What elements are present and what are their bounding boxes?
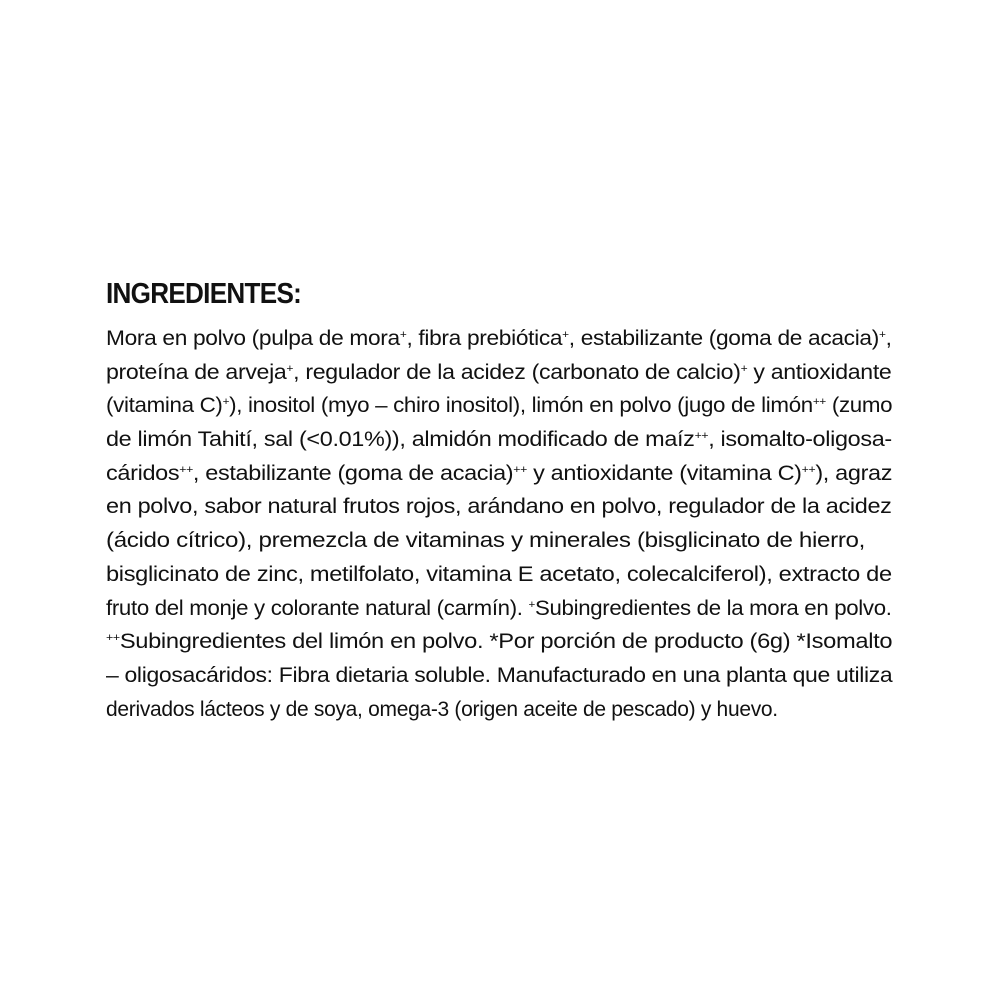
ingredients-text-segment: Mora en polvo (pulpa de mora bbox=[106, 327, 400, 350]
ingredients-line bbox=[106, 524, 1000, 558]
ingredients-text-segment: , estabilizante (goma de acacia) bbox=[192, 461, 514, 485]
ingredients-text-segment: (vitamina C) bbox=[106, 394, 223, 418]
ingredients-text-segment: ), inositol (myo – chiro inositol), limón en polvo (jugo de limón bbox=[229, 394, 813, 418]
subingredient-marker: ++ bbox=[801, 463, 816, 476]
ingredients-text-segment: derivados lácteos y de soya, omega-3 (origen aceite de pescado) y huevo. bbox=[106, 697, 778, 721]
ingredients-line bbox=[106, 659, 970, 693]
ingredients-text-segment: y antioxidante (vitamina C) bbox=[526, 461, 802, 485]
subingredient-marker: + bbox=[222, 396, 230, 409]
ingredients-text-segment: – oligosacáridos: Fibra dietaria soluble. Manufacturado en una planta que utiliza bbox=[106, 663, 893, 687]
ingredients-text-segment: cáridos bbox=[106, 461, 180, 485]
ingredients-text-segment: , bbox=[885, 327, 892, 350]
subingredient-marker: ++ bbox=[513, 463, 527, 476]
subingredient-marker: + bbox=[286, 362, 294, 375]
ingredients-text-segment: , estabilizante (goma de acacia) bbox=[568, 327, 879, 350]
ingredients-text-segment: y antioxidante bbox=[747, 360, 892, 384]
ingredients-title: INGREDIENTES: bbox=[106, 278, 302, 310]
subingredient-marker: ++ bbox=[106, 632, 120, 645]
subingredient-marker: + bbox=[740, 362, 748, 375]
ingredients-line bbox=[106, 322, 960, 356]
ingredients-line bbox=[106, 625, 997, 659]
ingredients-block bbox=[106, 276, 896, 726]
subingredient-marker: + bbox=[562, 329, 569, 341]
subingredient-marker: + bbox=[878, 329, 886, 341]
ingredients-text-segment: bisglicinato de zinc, metilfolato, vitamina E acetato, colecalciferol), extracto de bbox=[106, 562, 892, 586]
ingredients-line bbox=[106, 558, 994, 592]
ingredients-line bbox=[106, 693, 896, 727]
ingredients-line bbox=[106, 592, 942, 626]
ingredients-text-segment: Subingredientes de la mora en polvo. bbox=[534, 596, 892, 620]
ingredients-line bbox=[106, 423, 987, 457]
ingredients-text-segment: , regulador de la acidez (carbonato de calcio) bbox=[293, 360, 741, 384]
ingredients-text-segment: (ácido cítrico), premezcla de vitaminas y minerales (bisglicinato de hierro, bbox=[106, 529, 865, 553]
ingredients-text-segment: , isomalto-oligosa- bbox=[708, 428, 892, 452]
ingredients-text-segment: (zumo bbox=[825, 394, 893, 418]
ingredients-text-segment: fruto del monje y colorante natural (carmín). bbox=[106, 596, 529, 620]
ingredients-line bbox=[106, 457, 988, 491]
subingredient-marker: ++ bbox=[694, 430, 709, 443]
subingredient-marker: + bbox=[399, 329, 407, 341]
ingredients-line bbox=[106, 389, 946, 423]
ingredients-text-segment: proteína de arveja bbox=[106, 360, 287, 384]
ingredients-text-segment: de limón Tahití, sal (<0.01%)), almidón modificado de maíz bbox=[106, 428, 695, 452]
ingredients-line bbox=[106, 490, 988, 524]
subingredient-marker: ++ bbox=[179, 463, 193, 476]
ingredients-text-segment: , fibra prebiótica bbox=[406, 327, 563, 350]
subingredient-marker: + bbox=[528, 598, 535, 611]
ingredients-text-segment: ), agraz bbox=[815, 461, 893, 485]
ingredients-text-segment: en polvo, sabor natural frutos rojos, arándano en polvo, regulador de la acidez bbox=[106, 495, 892, 519]
subingredient-marker: ++ bbox=[812, 396, 826, 409]
ingredients-line bbox=[106, 356, 976, 390]
ingredients-text-segment: Subingredientes del limón en polvo. *Por porción de producto (6g) *Isomalto bbox=[119, 630, 893, 654]
ingredients-text bbox=[106, 322, 896, 726]
